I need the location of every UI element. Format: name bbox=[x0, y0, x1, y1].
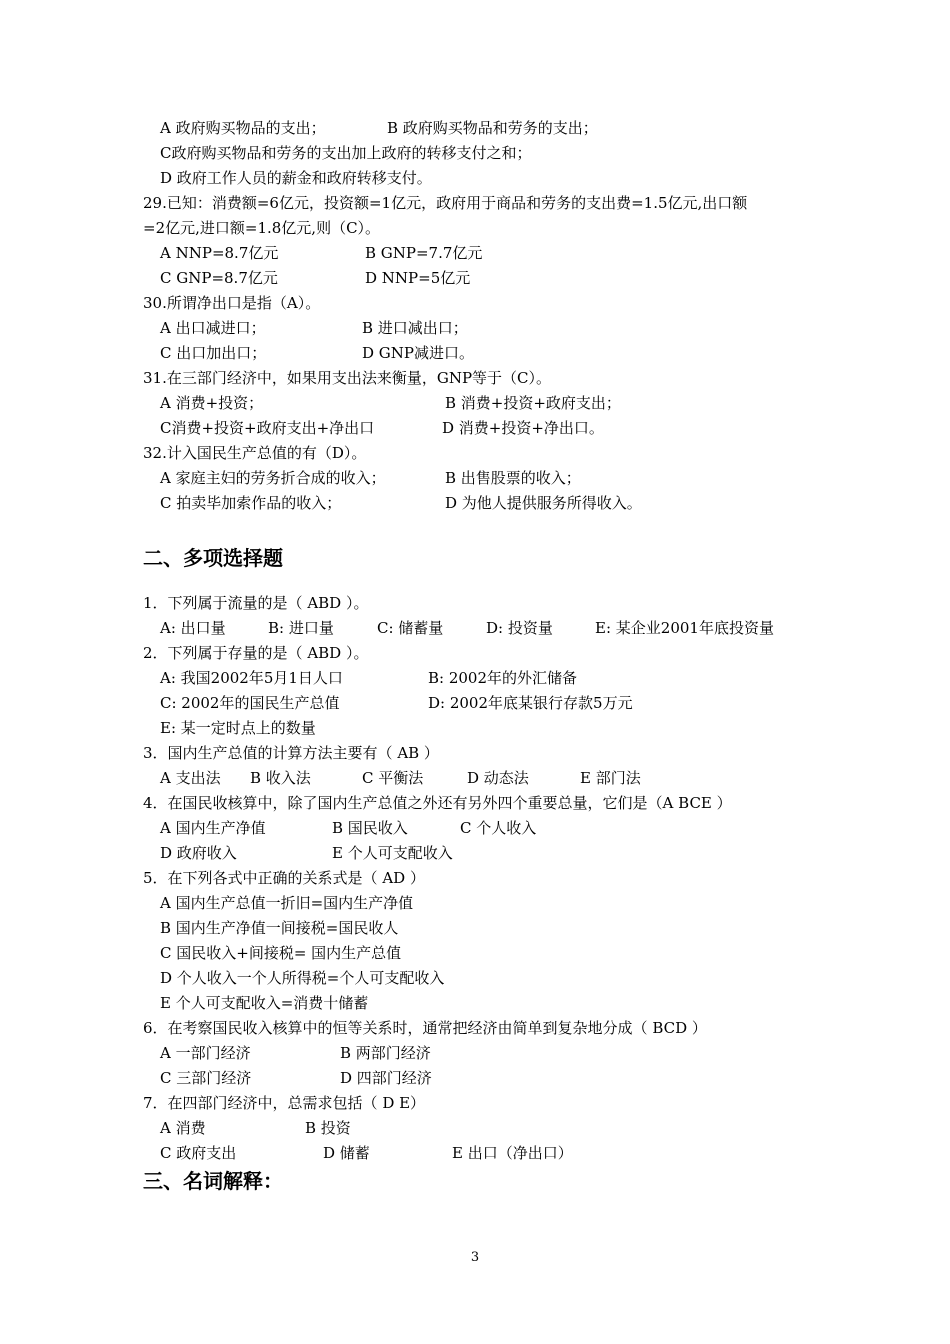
m3-option-d: D 动态法 bbox=[467, 769, 529, 787]
m2-option-b: B: 2002年的外汇储备 bbox=[428, 669, 578, 687]
m1-option-e: E: 某企业2001年底投资量 bbox=[595, 619, 774, 637]
m4-option-a: A 国内生产净值 bbox=[160, 819, 266, 837]
m5-option-b: B 国内生产净值一间接税=国民收人 bbox=[160, 919, 399, 937]
m7-option-e: E 出口（净出口） bbox=[452, 1144, 573, 1162]
q31-option-a: A 消费+投资； bbox=[160, 394, 264, 412]
q29-option-a: A NNP=8.7亿元 bbox=[160, 244, 279, 262]
m7-option-c: C 政府支出 bbox=[160, 1144, 237, 1162]
m7-option-b: B 投资 bbox=[305, 1119, 351, 1137]
m3-option-e: E 部门法 bbox=[580, 769, 641, 787]
m7-stem: 7．在四部门经济中，总需求包括（ D E） bbox=[143, 1094, 426, 1112]
q30-option-a: A 出口减进口； bbox=[160, 319, 266, 337]
m1-option-a: A: 出口量 bbox=[160, 619, 226, 637]
q28-option-b: B 政府购买物品和劳务的支出； bbox=[387, 119, 598, 137]
q29-option-c: C GNP=8.7亿元 bbox=[160, 269, 278, 287]
m5-option-e: E 个人可支配收入=消费十储蓄 bbox=[160, 994, 369, 1012]
m2-option-c: C: 2002年的国民生产总值 bbox=[160, 694, 340, 712]
q30-option-d: D GNP减进口。 bbox=[362, 344, 474, 362]
section2-heading: 二、多项选择题 bbox=[143, 546, 283, 570]
m7-option-d: D 储蓄 bbox=[323, 1144, 370, 1162]
m6-option-b: B 两部门经济 bbox=[340, 1044, 431, 1062]
m5-option-c: C 国民收入+间接税= 国内生产总值 bbox=[160, 944, 402, 962]
m3-option-c: C 平衡法 bbox=[362, 769, 424, 787]
m1-stem: 1．下列属于流量的是（ ABD ）。 bbox=[143, 594, 369, 612]
m1-option-b: B: 进口量 bbox=[268, 619, 334, 637]
page-number: 3 bbox=[470, 1250, 480, 1265]
q31-stem: 31.在三部门经济中，如果用支出法来衡量，GNP等于（C）。 bbox=[143, 369, 552, 387]
q30-stem: 30.所谓净出口是指（A）。 bbox=[143, 294, 321, 312]
m3-stem: 3．国内生产总值的计算方法主要有（ AB ） bbox=[143, 744, 439, 762]
m4-option-d: D 政府收入 bbox=[160, 844, 237, 862]
q29-option-b: B GNP=7.7亿元 bbox=[365, 244, 483, 262]
m6-option-d: D 四部门经济 bbox=[340, 1069, 432, 1087]
m5-option-a: A 国内生产总值一折旧=国内生产净值 bbox=[160, 894, 414, 912]
m4-option-e: E 个人可支配收入 bbox=[332, 844, 453, 862]
m7-option-a: A 消费 bbox=[160, 1119, 206, 1137]
q29-stem-line1: 29.已知：消费额=6亿元，投资额=1亿元，政府用于商品和劳务的支出费=1.5亿元,出口额 bbox=[143, 194, 748, 212]
q30-option-b: B 进口减出口； bbox=[362, 319, 468, 337]
q28-option-d: D 政府工作人员的薪金和政府转移支付。 bbox=[160, 169, 432, 187]
m3-option-a: A 支出法 bbox=[160, 769, 221, 787]
m6-stem: 6．在考察国民收入核算中的恒等关系时，通常把经济由简单到复杂地分成（ BCD ） bbox=[143, 1019, 707, 1037]
q32-option-d: D 为他人提供服务所得收入。 bbox=[445, 494, 642, 512]
q29-option-d: D NNP=5亿元 bbox=[365, 269, 471, 287]
q32-option-a: A 家庭主妇的劳务折合成的收入； bbox=[160, 469, 386, 487]
m2-option-d: D: 2002年底某银行存款5万元 bbox=[428, 694, 633, 712]
m1-option-c: C: 储蓄量 bbox=[377, 619, 444, 637]
m1-option-d: D: 投资量 bbox=[486, 619, 553, 637]
q28-option-c: C政府购买物品和劳务的支出加上政府的转移支付之和； bbox=[160, 144, 532, 162]
q32-option-b: B 出售股票的收入； bbox=[445, 469, 581, 487]
m3-option-b: B 收入法 bbox=[250, 769, 311, 787]
m6-option-c: C 三部门经济 bbox=[160, 1069, 252, 1087]
m2-stem: 2．下列属于存量的是（ ABD ）。 bbox=[143, 644, 369, 662]
m5-stem: 5．在下列各式中正确的关系式是（ AD ） bbox=[143, 869, 425, 887]
m2-option-a: A: 我国2002年5月1日人口 bbox=[160, 669, 343, 687]
q32-stem: 32.计入国民生产总值的有（D）。 bbox=[143, 444, 367, 462]
section3-heading: 三、名词解释： bbox=[143, 1169, 283, 1193]
m4-option-b: B 国民收入 bbox=[332, 819, 408, 837]
q30-option-c: C 出口加出口； bbox=[160, 344, 267, 362]
m2-option-e: E: 某一定时点上的数量 bbox=[160, 719, 316, 737]
m4-stem: 4．在国民收核算中，除了国内生产总值之外还有另外四个重要总量，它们是（A BCE ） bbox=[143, 794, 732, 812]
m6-option-a: A 一部门经济 bbox=[160, 1044, 251, 1062]
q31-option-c: C消费+投资+政府支出+净出口 bbox=[160, 419, 375, 437]
m4-option-c: C 个人收入 bbox=[460, 819, 537, 837]
q29-stem-line2: =2亿元,进口额=1.8亿元,则（C）。 bbox=[143, 219, 381, 237]
q32-option-c: C 拍卖毕加索作品的收入； bbox=[160, 494, 342, 512]
m5-option-d: D 个人收入一个人所得税=个人可支配收入 bbox=[160, 969, 445, 987]
q31-option-b: B 消费+投资+政府支出； bbox=[445, 394, 621, 412]
q28-option-a: A 政府购买物品的支出； bbox=[160, 119, 326, 137]
q31-option-d: D 消费+投资+净出口。 bbox=[442, 419, 604, 437]
